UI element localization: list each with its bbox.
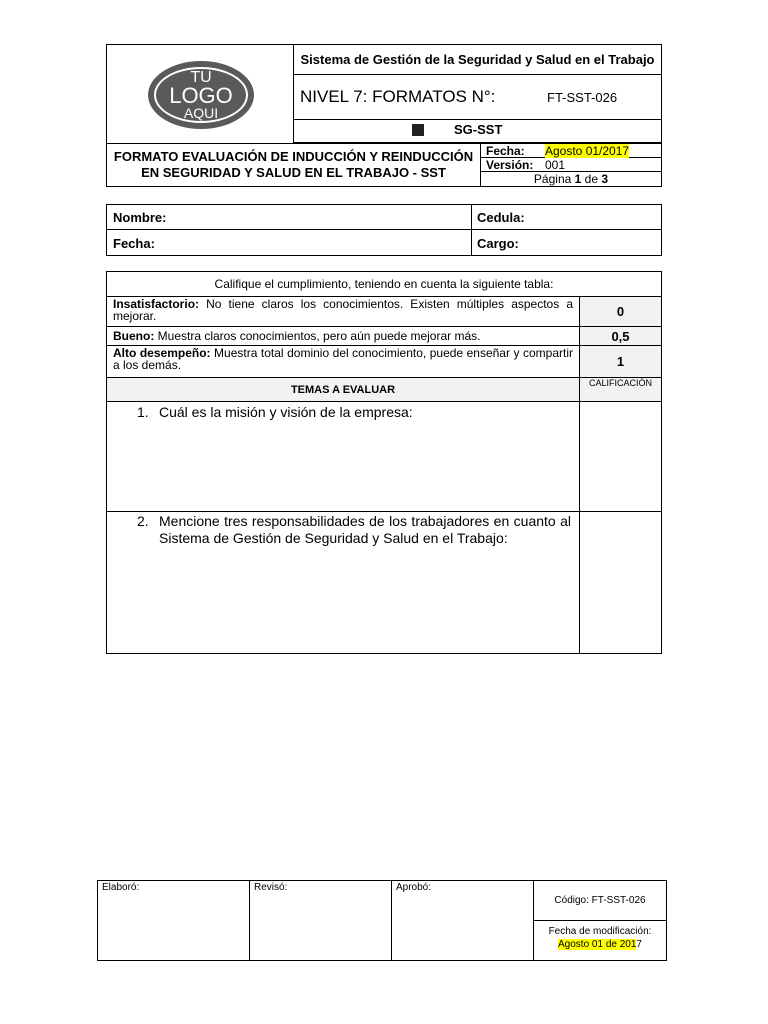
- info-divider: [471, 205, 472, 255]
- criterion-row: [107, 327, 579, 346]
- evaluation-caption: Califique el cumplimiento, teniendo en cuenta la siguiente tabla:: [107, 272, 661, 297]
- modification-date-tail: 7: [636, 939, 642, 950]
- aprobo-cell: [392, 881, 534, 960]
- grade-cell[interactable]: [579, 512, 661, 653]
- question-item: [107, 404, 579, 421]
- fecha-row: [481, 144, 661, 158]
- level-row: [294, 75, 661, 120]
- grade-header: [579, 378, 661, 402]
- aprobo-label: Aprobó:: [396, 882, 432, 893]
- form-title: [107, 143, 481, 186]
- version-label: Versión:: [486, 158, 534, 172]
- form-title-line1: FORMATO EVALUACIÓN DE INDUCCIÓN Y REINDUCCIÓN: [113, 149, 474, 164]
- nombre-field[interactable]: Nombre:: [113, 210, 167, 225]
- evaluation-table: [106, 271, 662, 654]
- sg-sst-label: SG-SST: [454, 122, 503, 137]
- question-text: Cuál es la misión y visión de la empresa:: [159, 404, 413, 420]
- page-number: [481, 172, 661, 186]
- question-number: 1.: [137, 404, 149, 420]
- question-number: 2.: [137, 513, 149, 529]
- sg-sst-row: [294, 120, 661, 143]
- personal-info-table: [106, 204, 662, 256]
- cedula-field[interactable]: Cedula:: [477, 210, 525, 225]
- document-header: [106, 44, 662, 187]
- criterion-term: Insatisfactorio:: [113, 297, 200, 311]
- reviso-label: Revisó:: [254, 882, 288, 893]
- criterion-row: [107, 346, 579, 378]
- company-logo: [148, 61, 254, 129]
- form-title-line2: EN SEGURIDAD Y SALUD EN EL TRABAJO - SST: [141, 165, 446, 180]
- footer-code: Código: FT-SST-026: [534, 881, 666, 921]
- criterion-score: 1: [579, 346, 661, 378]
- format-code: FT-SST-026: [547, 90, 618, 105]
- cargo-field[interactable]: Cargo:: [477, 236, 519, 251]
- version-row: [481, 158, 661, 172]
- modification-date-value: Agosto 01 de 201: [558, 939, 637, 950]
- document-meta: [481, 143, 661, 186]
- elaboro-label: Elaboró:: [102, 882, 140, 893]
- page-of: de: [584, 172, 599, 186]
- criterion-row: [107, 297, 579, 327]
- criterion-desc: Muestra total dominio del conocimiento, puede enseñar y compartir a los demás.: [113, 346, 574, 372]
- checkbox-square-icon: [412, 124, 424, 136]
- question-text: Mencione tres responsabilidades de los trabajadores en cuanto al Sistema de Gestión de Seguridad y Salud en el Trabajo:: [159, 513, 571, 546]
- system-title: Sistema de Gestión de la Seguridad y Salud en el Trabajo: [294, 45, 661, 75]
- level-title: NIVEL 7: FORMATOS N°:: [300, 87, 496, 106]
- criterion-score: 0,5: [579, 327, 661, 346]
- modification-date: [534, 921, 666, 960]
- logo-text-line1: TU: [190, 69, 212, 86]
- approval-footer: [97, 880, 667, 961]
- criterion-desc: No tiene claros los conocimientos. Existen múltiples aspectos a mejorar.: [113, 297, 573, 323]
- logo-text-line3: AQUI: [183, 105, 219, 121]
- logo-cell: [107, 45, 294, 143]
- fecha-value: Agosto 01/2017: [545, 144, 630, 158]
- page-label: Página: [533, 172, 572, 186]
- grade-header-label: CALIFICACIÓN: [588, 378, 652, 388]
- page-total: 3: [601, 172, 609, 186]
- reviso-cell: [250, 881, 392, 960]
- criterion-score: 0: [579, 297, 661, 327]
- criterion-term: Alto desempeño:: [113, 346, 211, 360]
- criterion-term: Bueno:: [113, 329, 155, 343]
- elaboro-cell: [98, 881, 250, 960]
- logo-text-line2: LOGO: [169, 83, 233, 108]
- topics-header: TEMAS A EVALUAR: [107, 378, 579, 402]
- version-value: 001: [545, 158, 566, 172]
- row-divider: [107, 511, 661, 512]
- fecha-field[interactable]: Fecha:: [113, 236, 155, 251]
- grade-cell[interactable]: [579, 402, 661, 511]
- question-item: [107, 513, 579, 547]
- page-current: 1: [574, 172, 582, 186]
- info-row-1: [107, 205, 661, 230]
- criterion-desc: Muestra claros conocimientos, pero aún puede mejorar más.: [154, 329, 481, 343]
- modification-date-label: Fecha de modificación:: [548, 926, 652, 937]
- fecha-label: Fecha:: [486, 144, 525, 158]
